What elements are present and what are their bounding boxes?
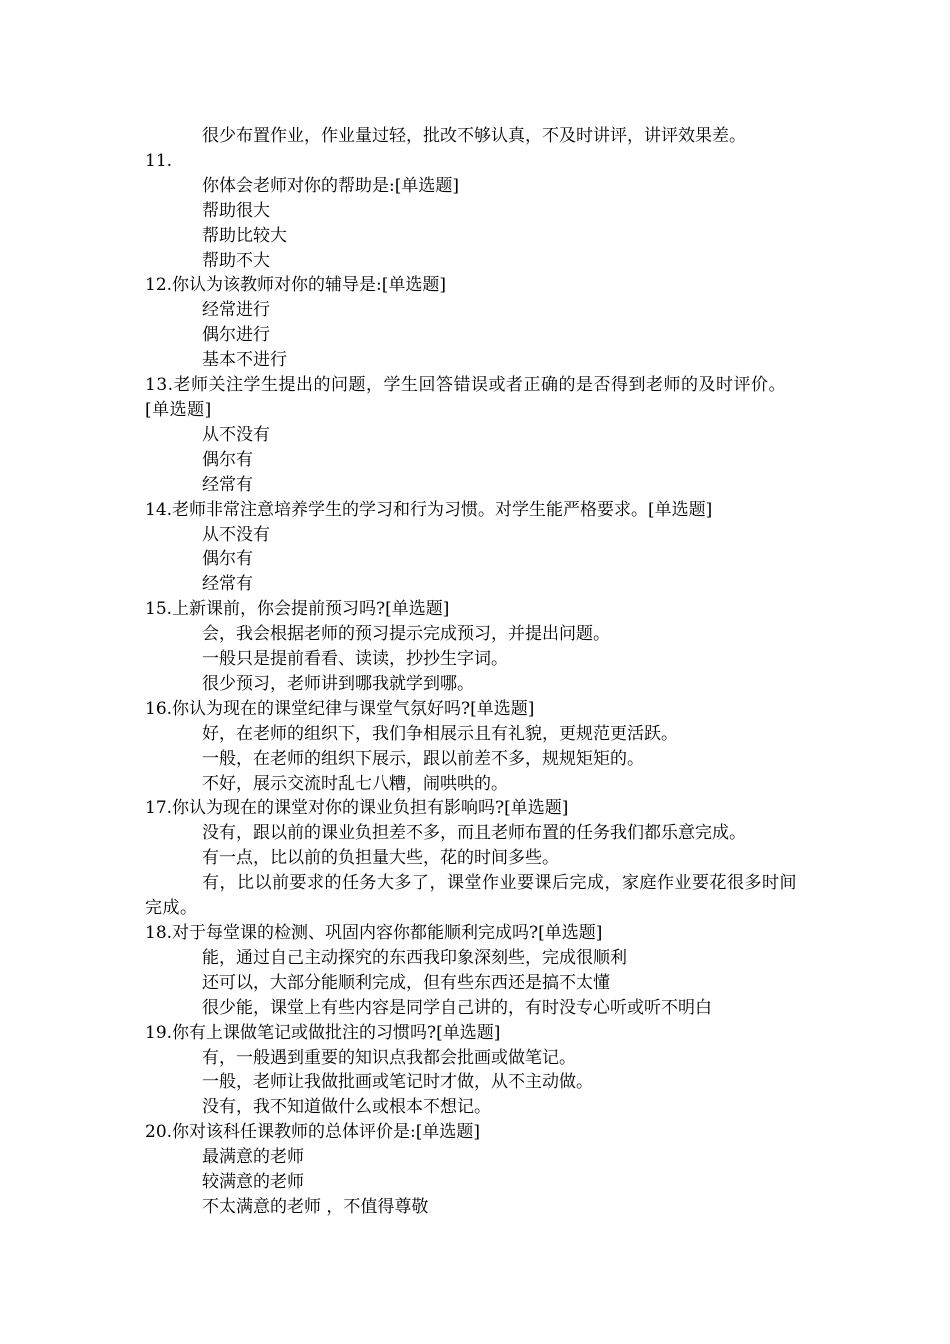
question-text: 17.你认为现在的课堂对你的课业负担有影响吗?[单选题] <box>145 798 569 819</box>
answer-option: 经常有 <box>202 574 253 595</box>
answer-option: 一般，老师让我做批画或笔记时才做，从不主动做。 <box>202 1072 593 1093</box>
question-text: 14.老师非常注意培养学生的学习和行为习惯。对学生能严格要求。[单选题] <box>145 499 713 520</box>
answer-option: 还可以，大部分能顺利完成，但有些东西还是搞不太懂 <box>202 972 610 993</box>
question-text: 20.你对该科任课教师的总体评价是:[单选题] <box>145 1122 481 1143</box>
answer-option: 你体会老师对你的帮助是:[单选题] <box>202 175 459 196</box>
answer-option: 帮助不大 <box>202 250 270 271</box>
answer-option: 帮助很大 <box>202 200 270 221</box>
answer-option: 较满意的老师 <box>202 1172 304 1193</box>
answer-option: 经常有 <box>202 474 253 495</box>
answer-option: 很少能，课堂上有些内容是同学自己讲的，有时没专心听或听不明白 <box>202 997 712 1018</box>
question-text: 19.你有上课做笔记或做批注的习惯吗?[单选题] <box>145 1022 501 1043</box>
answer-option: 从不没有 <box>202 424 270 445</box>
answer-option: 偶尔进行 <box>202 325 270 346</box>
answer-option: 偶尔有 <box>202 549 253 570</box>
answer-option: 很少预习，老师讲到哪我就学到哪。 <box>202 673 474 694</box>
answer-option: 没有，跟以前的课业负担差不多，而且老师布置的任务我们都乐意完成。 <box>202 823 746 844</box>
answer-option: 会，我会根据老师的预习提示完成预习，并提出问题。 <box>202 624 610 645</box>
question-text: 18.对于每堂课的检测、巩固内容你都能顺利完成吗?[单选题] <box>145 923 603 943</box>
question-text: 13.老师关注学生提出的问题，学生回答错误或者正确的是否得到老师的及时评价。[单选题] <box>145 375 787 420</box>
answer-option: 能，通过自己主动探究的东西我印象深刻些，完成很顺利 <box>202 947 627 968</box>
question-text: 12.你认为该教师对你的辅导是:[单选题] <box>145 275 447 296</box>
question-text: 15.上新课前，你会提前预习吗?[单选题] <box>145 599 450 620</box>
answer-option: 很少布置作业，作业量过轻，批改不够认真，不及时讲评，讲评效果差。 <box>202 126 746 146</box>
answer-option: 好，在老师的组织下，我们争相展示且有礼貌，更规范更活跃。 <box>202 723 678 744</box>
answer-option: 一般只是提前看看、读读，抄抄生字词。 <box>202 649 508 670</box>
question-text: 16.你认为现在的课堂纪律与课堂气氛好吗?[单选题] <box>145 698 535 719</box>
answer-option: 最满意的老师 <box>202 1147 304 1168</box>
answer-option: 没有，我不知道做什么或根本不想记。 <box>202 1097 491 1118</box>
answer-option: 经常进行 <box>202 300 270 321</box>
answer-option: 不太满意的老师 ，不值得尊敬 <box>202 1196 429 1217</box>
question-text: 11. <box>145 150 173 171</box>
answer-option: 有，一般遇到重要的知识点我都会批画或做笔记。 <box>202 1047 576 1068</box>
answer-option: 基本不进行 <box>202 350 287 371</box>
answer-option: 不好，展示交流时乱七八糟，闹哄哄的。 <box>202 773 508 794</box>
answer-option: 一般，在老师的组织下展示，跟以前差不多，规规矩矩的。 <box>202 748 644 769</box>
survey-document <box>145 124 810 1220</box>
answer-option: 帮助比较大 <box>202 225 287 246</box>
answer-option: 有，比以前要求的任务大多了，课堂作业要课后完成，家庭作业要花很多时间完成。 <box>145 873 797 919</box>
answer-option: 有一点，比以前的负担量大些，花的时间多些。 <box>202 848 559 869</box>
answer-option: 偶尔有 <box>202 449 253 470</box>
answer-option: 从不没有 <box>202 524 270 545</box>
